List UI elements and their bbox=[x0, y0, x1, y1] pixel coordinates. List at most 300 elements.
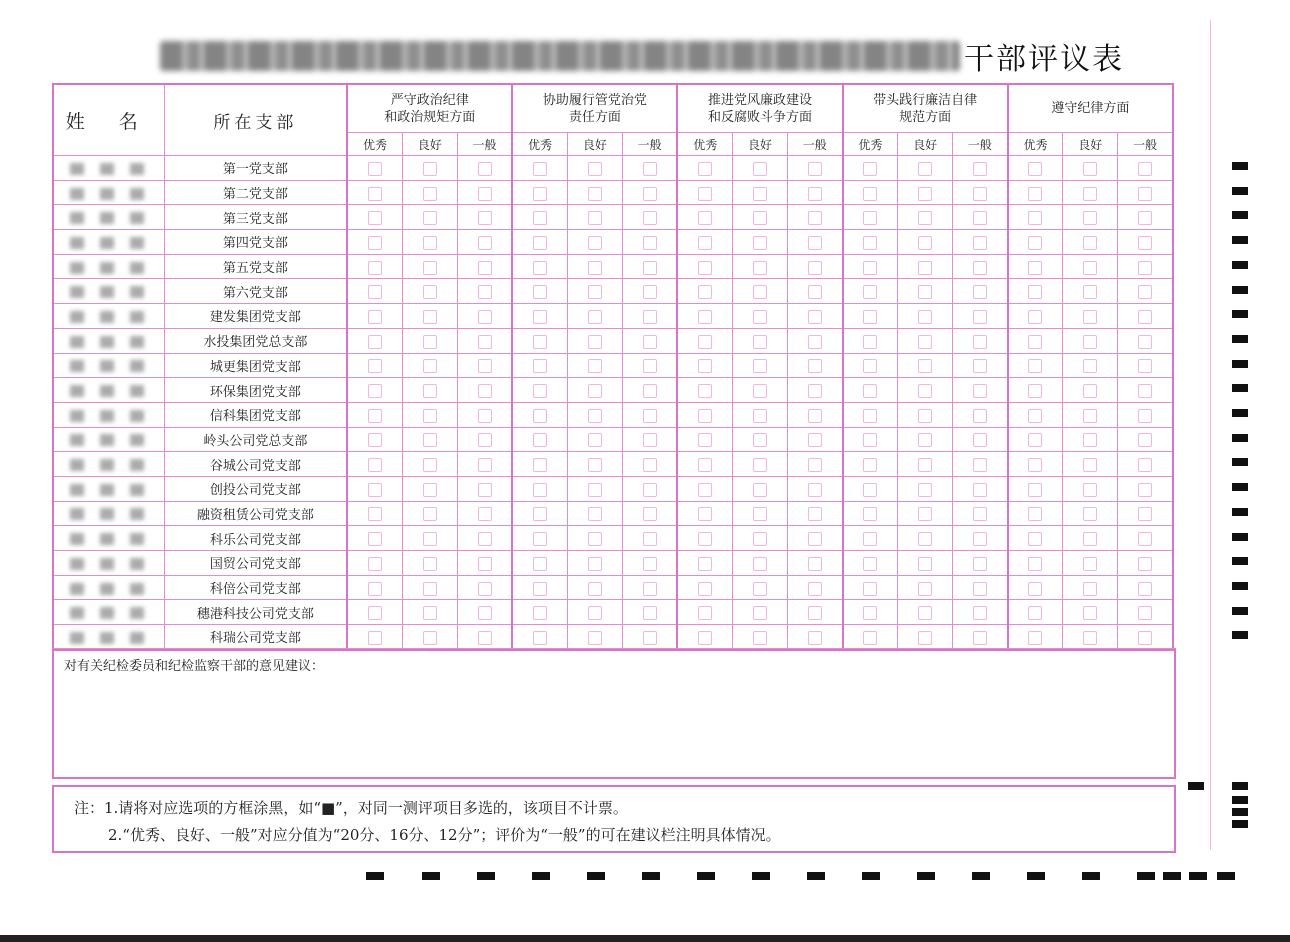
checkbox[interactable] bbox=[918, 458, 932, 472]
checkbox[interactable] bbox=[753, 433, 767, 447]
checkbox[interactable] bbox=[863, 582, 877, 596]
checkbox[interactable] bbox=[1138, 557, 1152, 571]
checkbox[interactable] bbox=[368, 285, 382, 299]
checkbox[interactable] bbox=[588, 236, 602, 250]
checkbox[interactable] bbox=[918, 285, 932, 299]
checkbox[interactable] bbox=[863, 211, 877, 225]
checkbox[interactable] bbox=[808, 359, 822, 373]
checkbox[interactable] bbox=[588, 187, 602, 201]
checkbox[interactable] bbox=[478, 582, 492, 596]
checkbox[interactable] bbox=[423, 285, 437, 299]
checkbox[interactable] bbox=[1028, 409, 1042, 423]
checkbox[interactable] bbox=[753, 606, 767, 620]
checkbox[interactable] bbox=[368, 582, 382, 596]
checkbox[interactable] bbox=[753, 162, 767, 176]
checkbox[interactable] bbox=[1138, 285, 1152, 299]
checkbox[interactable] bbox=[973, 162, 987, 176]
checkbox[interactable] bbox=[368, 557, 382, 571]
checkbox[interactable] bbox=[1028, 582, 1042, 596]
checkbox[interactable] bbox=[1138, 261, 1152, 275]
checkbox[interactable] bbox=[918, 187, 932, 201]
checkbox[interactable] bbox=[863, 532, 877, 546]
checkbox[interactable] bbox=[533, 310, 547, 324]
checkbox[interactable] bbox=[1083, 187, 1097, 201]
checkbox[interactable] bbox=[753, 211, 767, 225]
checkbox[interactable] bbox=[863, 261, 877, 275]
checkbox[interactable] bbox=[368, 335, 382, 349]
checkbox[interactable] bbox=[588, 557, 602, 571]
checkbox[interactable] bbox=[588, 310, 602, 324]
checkbox[interactable] bbox=[918, 557, 932, 571]
checkbox[interactable] bbox=[478, 335, 492, 349]
checkbox[interactable] bbox=[1083, 409, 1097, 423]
checkbox[interactable] bbox=[1028, 236, 1042, 250]
checkbox[interactable] bbox=[918, 211, 932, 225]
checkbox[interactable] bbox=[973, 384, 987, 398]
checkbox[interactable] bbox=[973, 458, 987, 472]
checkbox[interactable] bbox=[478, 162, 492, 176]
checkbox[interactable] bbox=[918, 582, 932, 596]
checkbox[interactable] bbox=[423, 162, 437, 176]
checkbox[interactable] bbox=[533, 335, 547, 349]
checkbox[interactable] bbox=[753, 384, 767, 398]
checkbox[interactable] bbox=[478, 236, 492, 250]
checkbox[interactable] bbox=[588, 433, 602, 447]
checkbox[interactable] bbox=[1028, 310, 1042, 324]
checkbox[interactable] bbox=[368, 433, 382, 447]
checkbox[interactable] bbox=[1028, 261, 1042, 275]
checkbox[interactable] bbox=[1028, 335, 1042, 349]
checkbox[interactable] bbox=[588, 582, 602, 596]
checkbox[interactable] bbox=[1083, 433, 1097, 447]
checkbox[interactable] bbox=[1028, 384, 1042, 398]
checkbox[interactable] bbox=[588, 285, 602, 299]
checkbox[interactable] bbox=[863, 335, 877, 349]
checkbox[interactable] bbox=[863, 458, 877, 472]
checkbox[interactable] bbox=[478, 507, 492, 521]
checkbox[interactable] bbox=[698, 557, 712, 571]
checkbox[interactable] bbox=[423, 384, 437, 398]
checkbox[interactable] bbox=[1083, 557, 1097, 571]
checkbox[interactable] bbox=[1083, 285, 1097, 299]
checkbox[interactable] bbox=[973, 236, 987, 250]
checkbox[interactable] bbox=[1083, 582, 1097, 596]
checkbox[interactable] bbox=[643, 606, 657, 620]
checkbox[interactable] bbox=[808, 285, 822, 299]
checkbox[interactable] bbox=[973, 335, 987, 349]
checkbox[interactable] bbox=[863, 187, 877, 201]
checkbox[interactable] bbox=[918, 532, 932, 546]
checkbox[interactable] bbox=[1083, 507, 1097, 521]
checkbox[interactable] bbox=[698, 335, 712, 349]
checkbox[interactable] bbox=[368, 606, 382, 620]
checkbox[interactable] bbox=[1138, 310, 1152, 324]
checkbox[interactable] bbox=[478, 310, 492, 324]
checkbox[interactable] bbox=[478, 631, 492, 645]
checkbox[interactable] bbox=[973, 211, 987, 225]
checkbox[interactable] bbox=[643, 532, 657, 546]
checkbox[interactable] bbox=[588, 359, 602, 373]
checkbox[interactable] bbox=[973, 631, 987, 645]
checkbox[interactable] bbox=[643, 236, 657, 250]
checkbox[interactable] bbox=[1083, 631, 1097, 645]
checkbox[interactable] bbox=[643, 261, 657, 275]
checkbox[interactable] bbox=[533, 483, 547, 497]
checkbox[interactable] bbox=[1028, 211, 1042, 225]
checkbox[interactable] bbox=[863, 483, 877, 497]
checkbox[interactable] bbox=[478, 187, 492, 201]
checkbox[interactable] bbox=[918, 433, 932, 447]
checkbox[interactable] bbox=[698, 285, 712, 299]
checkbox[interactable] bbox=[478, 384, 492, 398]
checkbox[interactable] bbox=[533, 582, 547, 596]
checkbox[interactable] bbox=[588, 458, 602, 472]
checkbox[interactable] bbox=[1083, 384, 1097, 398]
checkbox[interactable] bbox=[368, 409, 382, 423]
checkbox[interactable] bbox=[698, 507, 712, 521]
checkbox[interactable] bbox=[863, 236, 877, 250]
checkbox[interactable] bbox=[423, 310, 437, 324]
checkbox[interactable] bbox=[478, 285, 492, 299]
checkbox[interactable] bbox=[1138, 507, 1152, 521]
checkbox[interactable] bbox=[1138, 187, 1152, 201]
checkbox[interactable] bbox=[478, 483, 492, 497]
checkbox[interactable] bbox=[478, 458, 492, 472]
checkbox[interactable] bbox=[423, 557, 437, 571]
checkbox[interactable] bbox=[808, 507, 822, 521]
checkbox[interactable] bbox=[1138, 532, 1152, 546]
checkbox[interactable] bbox=[368, 507, 382, 521]
checkbox[interactable] bbox=[588, 162, 602, 176]
checkbox[interactable] bbox=[753, 261, 767, 275]
checkbox[interactable] bbox=[478, 261, 492, 275]
checkbox[interactable] bbox=[1083, 606, 1097, 620]
checkbox[interactable] bbox=[1028, 187, 1042, 201]
checkbox[interactable] bbox=[698, 458, 712, 472]
checkbox[interactable] bbox=[698, 261, 712, 275]
checkbox[interactable] bbox=[588, 261, 602, 275]
checkbox[interactable] bbox=[423, 631, 437, 645]
checkbox[interactable] bbox=[1028, 458, 1042, 472]
checkbox[interactable] bbox=[698, 359, 712, 373]
checkbox[interactable] bbox=[643, 409, 657, 423]
checkbox[interactable] bbox=[1138, 409, 1152, 423]
checkbox[interactable] bbox=[973, 532, 987, 546]
checkbox[interactable] bbox=[368, 532, 382, 546]
checkbox[interactable] bbox=[918, 162, 932, 176]
suggestion-box[interactable] bbox=[52, 648, 1176, 779]
checkbox[interactable] bbox=[533, 187, 547, 201]
checkbox[interactable] bbox=[368, 384, 382, 398]
checkbox[interactable] bbox=[698, 384, 712, 398]
checkbox[interactable] bbox=[808, 582, 822, 596]
checkbox[interactable] bbox=[478, 606, 492, 620]
checkbox[interactable] bbox=[1138, 631, 1152, 645]
checkbox[interactable] bbox=[973, 359, 987, 373]
checkbox[interactable] bbox=[753, 631, 767, 645]
checkbox[interactable] bbox=[863, 162, 877, 176]
checkbox[interactable] bbox=[808, 162, 822, 176]
checkbox[interactable] bbox=[643, 162, 657, 176]
checkbox[interactable] bbox=[1083, 483, 1097, 497]
checkbox[interactable] bbox=[808, 606, 822, 620]
checkbox[interactable] bbox=[533, 631, 547, 645]
checkbox[interactable] bbox=[478, 557, 492, 571]
checkbox[interactable] bbox=[533, 236, 547, 250]
checkbox[interactable] bbox=[368, 162, 382, 176]
checkbox[interactable] bbox=[423, 433, 437, 447]
checkbox[interactable] bbox=[1083, 236, 1097, 250]
checkbox[interactable] bbox=[1083, 261, 1097, 275]
checkbox[interactable] bbox=[698, 162, 712, 176]
checkbox[interactable] bbox=[753, 507, 767, 521]
checkbox[interactable] bbox=[973, 606, 987, 620]
checkbox[interactable] bbox=[1138, 359, 1152, 373]
checkbox[interactable] bbox=[863, 409, 877, 423]
checkbox[interactable] bbox=[808, 310, 822, 324]
checkbox[interactable] bbox=[808, 483, 822, 497]
checkbox[interactable] bbox=[423, 261, 437, 275]
checkbox[interactable] bbox=[1138, 162, 1152, 176]
checkbox[interactable] bbox=[863, 631, 877, 645]
checkbox[interactable] bbox=[1083, 458, 1097, 472]
checkbox[interactable] bbox=[588, 532, 602, 546]
checkbox[interactable] bbox=[1028, 557, 1042, 571]
checkbox[interactable] bbox=[1028, 433, 1042, 447]
checkbox[interactable] bbox=[643, 557, 657, 571]
checkbox[interactable] bbox=[1028, 606, 1042, 620]
checkbox[interactable] bbox=[698, 187, 712, 201]
checkbox[interactable] bbox=[588, 606, 602, 620]
checkbox[interactable] bbox=[533, 557, 547, 571]
checkbox[interactable] bbox=[1028, 507, 1042, 521]
checkbox[interactable] bbox=[643, 631, 657, 645]
checkbox[interactable] bbox=[973, 285, 987, 299]
checkbox[interactable] bbox=[423, 211, 437, 225]
checkbox[interactable] bbox=[918, 359, 932, 373]
checkbox[interactable] bbox=[698, 310, 712, 324]
checkbox[interactable] bbox=[588, 483, 602, 497]
checkbox[interactable] bbox=[918, 261, 932, 275]
checkbox[interactable] bbox=[753, 285, 767, 299]
checkbox[interactable] bbox=[753, 335, 767, 349]
checkbox[interactable] bbox=[533, 409, 547, 423]
checkbox[interactable] bbox=[918, 335, 932, 349]
checkbox[interactable] bbox=[698, 409, 712, 423]
checkbox[interactable] bbox=[808, 236, 822, 250]
checkbox[interactable] bbox=[918, 310, 932, 324]
checkbox[interactable] bbox=[533, 507, 547, 521]
checkbox[interactable] bbox=[808, 557, 822, 571]
checkbox[interactable] bbox=[808, 211, 822, 225]
checkbox[interactable] bbox=[863, 384, 877, 398]
checkbox[interactable] bbox=[973, 261, 987, 275]
checkbox[interactable] bbox=[753, 359, 767, 373]
checkbox[interactable] bbox=[1028, 162, 1042, 176]
checkbox[interactable] bbox=[1028, 285, 1042, 299]
checkbox[interactable] bbox=[643, 310, 657, 324]
checkbox[interactable] bbox=[973, 507, 987, 521]
checkbox[interactable] bbox=[533, 433, 547, 447]
checkbox[interactable] bbox=[863, 557, 877, 571]
checkbox[interactable] bbox=[368, 187, 382, 201]
checkbox[interactable] bbox=[1138, 384, 1152, 398]
checkbox[interactable] bbox=[643, 285, 657, 299]
checkbox[interactable] bbox=[863, 310, 877, 324]
checkbox[interactable] bbox=[1028, 631, 1042, 645]
checkbox[interactable] bbox=[423, 458, 437, 472]
checkbox[interactable] bbox=[1083, 359, 1097, 373]
checkbox[interactable] bbox=[698, 483, 712, 497]
checkbox[interactable] bbox=[1028, 483, 1042, 497]
checkbox[interactable] bbox=[973, 409, 987, 423]
checkbox[interactable] bbox=[1083, 335, 1097, 349]
checkbox[interactable] bbox=[533, 211, 547, 225]
checkbox[interactable] bbox=[643, 384, 657, 398]
checkbox[interactable] bbox=[1083, 310, 1097, 324]
checkbox[interactable] bbox=[698, 211, 712, 225]
checkbox[interactable] bbox=[753, 483, 767, 497]
checkbox[interactable] bbox=[643, 335, 657, 349]
checkbox[interactable] bbox=[753, 582, 767, 596]
checkbox[interactable] bbox=[1028, 532, 1042, 546]
checkbox[interactable] bbox=[808, 532, 822, 546]
checkbox[interactable] bbox=[808, 187, 822, 201]
checkbox[interactable] bbox=[698, 606, 712, 620]
checkbox[interactable] bbox=[1138, 236, 1152, 250]
checkbox[interactable] bbox=[753, 532, 767, 546]
checkbox[interactable] bbox=[533, 458, 547, 472]
checkbox[interactable] bbox=[423, 606, 437, 620]
checkbox[interactable] bbox=[863, 359, 877, 373]
checkbox[interactable] bbox=[533, 606, 547, 620]
checkbox[interactable] bbox=[808, 409, 822, 423]
checkbox[interactable] bbox=[1083, 211, 1097, 225]
checkbox[interactable] bbox=[1028, 359, 1042, 373]
checkbox[interactable] bbox=[368, 261, 382, 275]
checkbox[interactable] bbox=[423, 187, 437, 201]
checkbox[interactable] bbox=[808, 458, 822, 472]
checkbox[interactable] bbox=[1138, 483, 1152, 497]
checkbox[interactable] bbox=[588, 409, 602, 423]
checkbox[interactable] bbox=[643, 483, 657, 497]
checkbox[interactable] bbox=[1138, 335, 1152, 349]
checkbox[interactable] bbox=[753, 310, 767, 324]
checkbox[interactable] bbox=[863, 507, 877, 521]
checkbox[interactable] bbox=[423, 507, 437, 521]
checkbox[interactable] bbox=[588, 211, 602, 225]
checkbox[interactable] bbox=[698, 631, 712, 645]
checkbox[interactable] bbox=[478, 409, 492, 423]
checkbox[interactable] bbox=[973, 483, 987, 497]
checkbox[interactable] bbox=[918, 483, 932, 497]
checkbox[interactable] bbox=[588, 631, 602, 645]
checkbox[interactable] bbox=[423, 335, 437, 349]
checkbox[interactable] bbox=[973, 187, 987, 201]
checkbox[interactable] bbox=[478, 359, 492, 373]
checkbox[interactable] bbox=[753, 187, 767, 201]
checkbox[interactable] bbox=[918, 507, 932, 521]
checkbox[interactable] bbox=[698, 236, 712, 250]
checkbox[interactable] bbox=[863, 433, 877, 447]
checkbox[interactable] bbox=[643, 187, 657, 201]
checkbox[interactable] bbox=[698, 532, 712, 546]
checkbox[interactable] bbox=[423, 582, 437, 596]
checkbox[interactable] bbox=[863, 285, 877, 299]
checkbox[interactable] bbox=[643, 582, 657, 596]
checkbox[interactable] bbox=[973, 433, 987, 447]
checkbox[interactable] bbox=[588, 384, 602, 398]
checkbox[interactable] bbox=[753, 458, 767, 472]
checkbox[interactable] bbox=[588, 507, 602, 521]
checkbox[interactable] bbox=[478, 433, 492, 447]
checkbox[interactable] bbox=[478, 532, 492, 546]
checkbox[interactable] bbox=[698, 433, 712, 447]
checkbox[interactable] bbox=[368, 631, 382, 645]
checkbox[interactable] bbox=[918, 236, 932, 250]
checkbox[interactable] bbox=[863, 606, 877, 620]
checkbox[interactable] bbox=[918, 384, 932, 398]
checkbox[interactable] bbox=[643, 458, 657, 472]
checkbox[interactable] bbox=[423, 409, 437, 423]
checkbox[interactable] bbox=[643, 433, 657, 447]
checkbox[interactable] bbox=[533, 261, 547, 275]
checkbox[interactable] bbox=[533, 285, 547, 299]
checkbox[interactable] bbox=[753, 236, 767, 250]
checkbox[interactable] bbox=[533, 359, 547, 373]
checkbox[interactable] bbox=[423, 483, 437, 497]
checkbox[interactable] bbox=[753, 557, 767, 571]
checkbox[interactable] bbox=[918, 631, 932, 645]
checkbox[interactable] bbox=[973, 582, 987, 596]
checkbox[interactable] bbox=[1138, 606, 1152, 620]
checkbox[interactable] bbox=[808, 335, 822, 349]
checkbox[interactable] bbox=[973, 557, 987, 571]
checkbox[interactable] bbox=[643, 359, 657, 373]
checkbox[interactable] bbox=[368, 236, 382, 250]
checkbox[interactable] bbox=[478, 211, 492, 225]
checkbox[interactable] bbox=[808, 433, 822, 447]
checkbox[interactable] bbox=[423, 359, 437, 373]
checkbox[interactable] bbox=[1083, 532, 1097, 546]
checkbox[interactable] bbox=[808, 631, 822, 645]
checkbox[interactable] bbox=[1138, 433, 1152, 447]
checkbox[interactable] bbox=[368, 483, 382, 497]
checkbox[interactable] bbox=[588, 335, 602, 349]
checkbox[interactable] bbox=[423, 236, 437, 250]
checkbox[interactable] bbox=[533, 384, 547, 398]
checkbox[interactable] bbox=[973, 310, 987, 324]
checkbox[interactable] bbox=[368, 310, 382, 324]
checkbox[interactable] bbox=[533, 532, 547, 546]
checkbox[interactable] bbox=[698, 582, 712, 596]
checkbox[interactable] bbox=[368, 359, 382, 373]
checkbox[interactable] bbox=[368, 458, 382, 472]
checkbox[interactable] bbox=[533, 162, 547, 176]
checkbox[interactable] bbox=[808, 384, 822, 398]
checkbox[interactable] bbox=[1138, 458, 1152, 472]
checkbox[interactable] bbox=[918, 409, 932, 423]
checkbox[interactable] bbox=[643, 507, 657, 521]
checkbox[interactable] bbox=[1138, 582, 1152, 596]
checkbox[interactable] bbox=[368, 211, 382, 225]
checkbox[interactable] bbox=[918, 606, 932, 620]
checkbox[interactable] bbox=[423, 532, 437, 546]
checkbox[interactable] bbox=[753, 409, 767, 423]
checkbox[interactable] bbox=[1138, 211, 1152, 225]
checkbox[interactable] bbox=[808, 261, 822, 275]
checkbox[interactable] bbox=[643, 211, 657, 225]
